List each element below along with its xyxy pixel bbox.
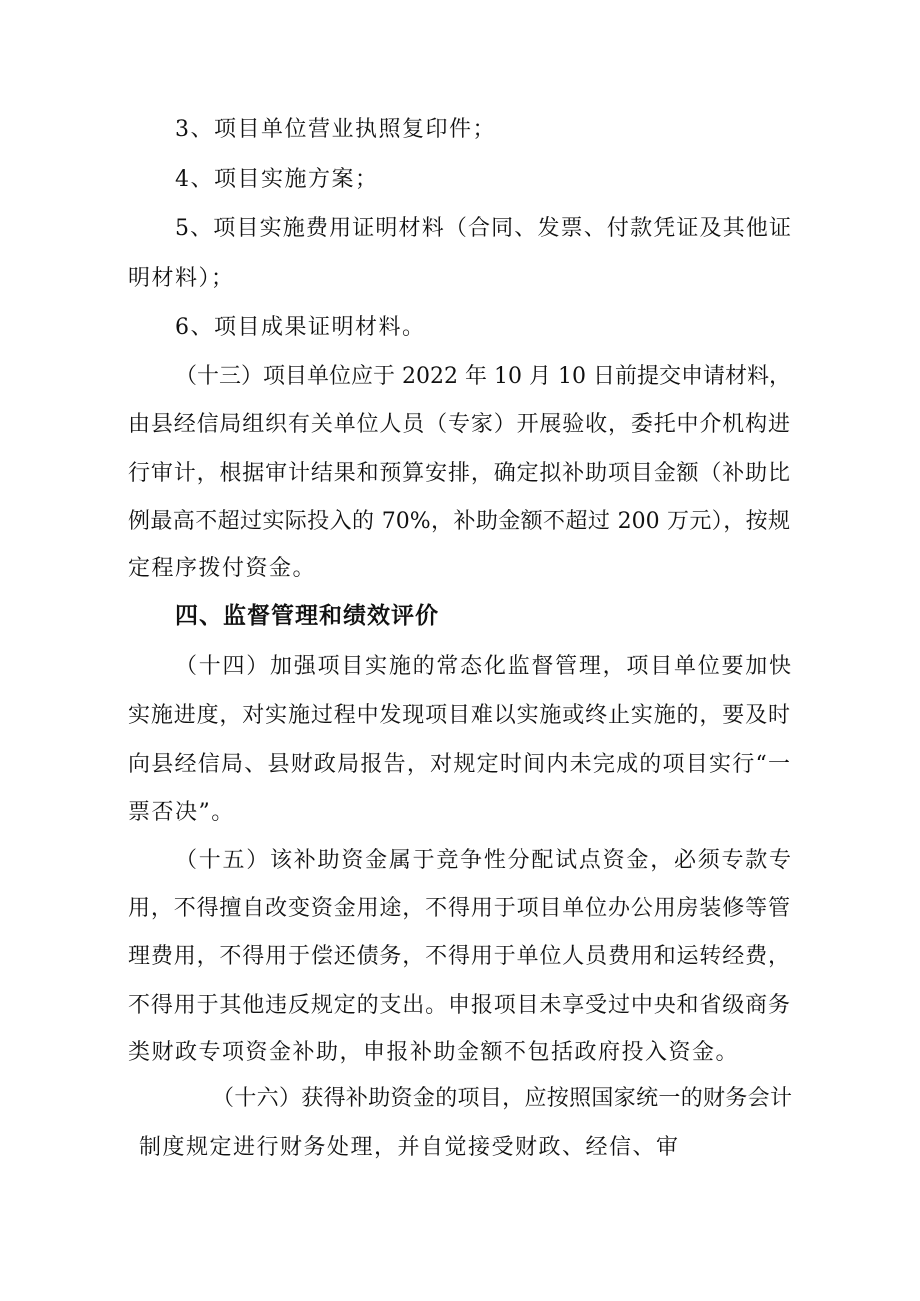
paragraph-13-line-5: 定程序拨付资金。 bbox=[128, 556, 317, 581]
paragraph-16-line-1: （十六）获得补助资金的项目，应按照国家统一的财务会计 bbox=[212, 1086, 792, 1111]
paragraph-13-line-1: （十三）项目单位应于 2022 年 10 月 10 日前提交申请材料， bbox=[175, 364, 791, 389]
paragraph-13-line-2: 由县经信局组织有关单位人员（专家）开展验收，委托中介机构进 bbox=[128, 412, 790, 437]
paragraph-15-line-4: 不得用于其他违反规定的支出。申报项目未享受过中央和省级商务 bbox=[128, 993, 790, 1018]
list-item-5-line-1: 5、项目实施费用证明材料（合同、发票、付款凭证及其他证 bbox=[175, 216, 791, 241]
paragraph-14-line-1: （十四）加强项目实施的常态化监督管理，项目单位要加快 bbox=[175, 654, 791, 679]
paragraph-15-line-5: 类财政专项资金补助，申报补助金额不包括政府投入资金。 bbox=[128, 1040, 740, 1065]
paragraph-13-line-3: 行审计，根据审计结果和预算安排，确定拟补助项目金额（补助比 bbox=[128, 461, 790, 486]
list-item-5-line-2: 明材料）； bbox=[128, 266, 235, 291]
paragraph-13-line-4: 例最高不超过实际投入的 70%，补助金额不超过 200 万元），按规 bbox=[128, 509, 790, 534]
paragraph-16-line-2: 制度规定进行财务处理，并自觉接受财政、经信、审 bbox=[139, 1135, 680, 1160]
section-heading: 四、监督管理和绩效评价 bbox=[175, 603, 439, 629]
list-item-3: 3、项目单位营业执照复印件； bbox=[175, 117, 496, 142]
list-item-4: 4、项目实施方案； bbox=[175, 167, 379, 192]
list-item-6: 6、项目成果证明材料。 bbox=[175, 315, 426, 340]
paragraph-15-line-3: 理费用，不得用于偿还债务，不得用于单位人员费用和运转经费， bbox=[128, 944, 790, 969]
paragraph-14-line-4: 票否决”。 bbox=[128, 800, 235, 825]
paragraph-14-line-3: 向县经信局、县财政局报告，对规定时间内未完成的项目实行“一 bbox=[128, 752, 790, 777]
paragraph-14-line-2: 实施进度，对实施过程中发现项目难以实施或终止实施的，要及时 bbox=[128, 703, 790, 728]
paragraph-15-line-1: （十五）该补助资金属于竞争性分配试点资金，必须专款专 bbox=[175, 848, 791, 873]
paragraph-15-line-2: 用，不得擅自改变资金用途，不得用于项目单位办公用房装修等管 bbox=[128, 896, 790, 921]
